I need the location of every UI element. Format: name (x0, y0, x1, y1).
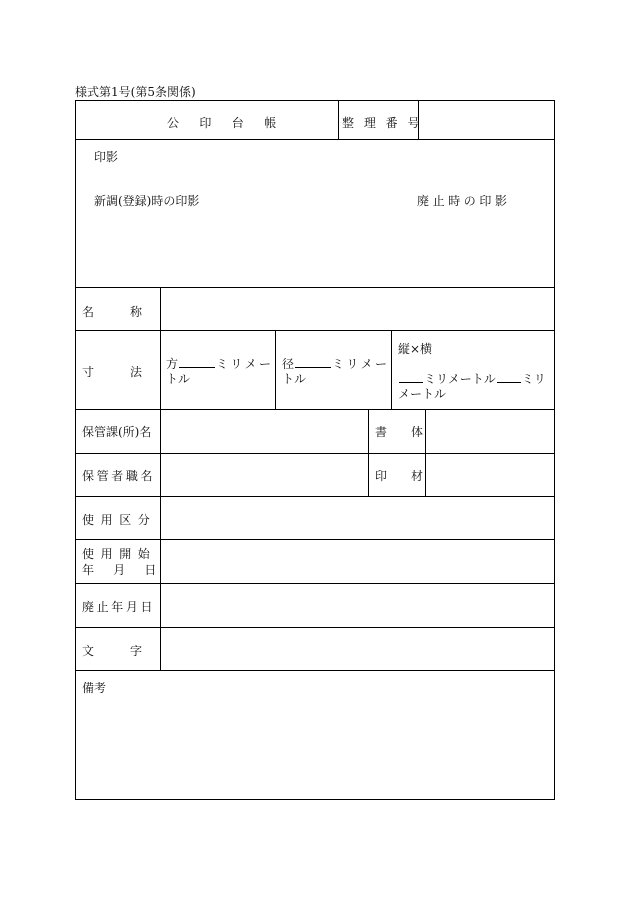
dimension-label: 寸 法 (82, 365, 143, 379)
keeper-label: 保管者職名 (82, 469, 156, 483)
dept-label: 保管課(所)名 (82, 425, 152, 439)
rule-v-side-1 (368, 409, 369, 496)
ledger-form (75, 100, 555, 800)
rule-keeper (76, 496, 554, 497)
square-blank (179, 357, 215, 368)
rule-name (76, 330, 554, 331)
rule-chars (76, 670, 554, 671)
material-label: 印 材 (375, 469, 424, 483)
usage-label: 使用区分 (82, 513, 157, 527)
seal-impression-label: 印影 (94, 150, 119, 164)
start-label-date: 年 月 日 (82, 563, 161, 577)
square-prefix: 方 (166, 357, 179, 371)
rule-v-dim-1 (275, 330, 276, 409)
keeper-field[interactable] (164, 458, 364, 490)
rule-v-dim-2 (391, 330, 392, 409)
rect-unit-a: ミリメートル (424, 372, 496, 386)
name-label: 名 称 (82, 305, 143, 319)
notes-label: 備考 (82, 681, 107, 695)
start-label: 使用開始 (82, 547, 157, 561)
rule-dimension (76, 409, 554, 410)
rule-seal (76, 287, 554, 288)
dept-field[interactable] (164, 415, 364, 447)
dimension-rect-title: 縦×横 (398, 342, 433, 356)
form-title: 公 印 台 帳 (167, 116, 281, 130)
round-prefix: 径 (282, 357, 295, 371)
rule-dept (76, 453, 554, 454)
round-unit: ミリメー (332, 357, 390, 371)
rule-start (76, 583, 554, 584)
characters-label: 文 字 (82, 644, 143, 658)
name-field[interactable] (164, 293, 548, 325)
characters-field[interactable] (164, 633, 548, 665)
rect-unit-b: ミリ (521, 372, 546, 386)
rule-v-label-col (160, 287, 161, 670)
round-unit-cont: トル (282, 372, 307, 386)
rule-abolish (76, 627, 554, 628)
form-number-label: 様式第1号(第5条関係) (75, 85, 196, 99)
typeface-field[interactable] (429, 415, 549, 447)
usage-field[interactable] (164, 502, 548, 534)
rule-usage (76, 539, 554, 540)
serial-number-label: 整 理 番 号 (342, 116, 423, 130)
abolish-date-field[interactable] (164, 590, 548, 622)
serial-number-field[interactable] (422, 111, 550, 133)
square-unit: ミリメー (216, 357, 274, 371)
rect-blank-a (399, 372, 423, 383)
rect-unit-cont: メートル (398, 387, 447, 401)
notes-field[interactable] (82, 696, 548, 794)
abolish-date-label: 廃止年月日 (82, 600, 156, 614)
square-unit-cont: トル (166, 372, 191, 386)
seal-new-label: 新調(登録)時の印影 (94, 194, 200, 208)
rule-v-header-1 (338, 101, 339, 139)
seal-abolished-label: 廃止時の印影 (417, 194, 511, 208)
typeface-label: 書 体 (375, 425, 424, 439)
rect-blank-b (497, 372, 521, 383)
start-date-field[interactable] (164, 546, 548, 578)
rule-v-side-2 (425, 409, 426, 496)
round-blank (295, 357, 331, 368)
material-field[interactable] (429, 458, 549, 490)
rule-header (76, 139, 554, 140)
